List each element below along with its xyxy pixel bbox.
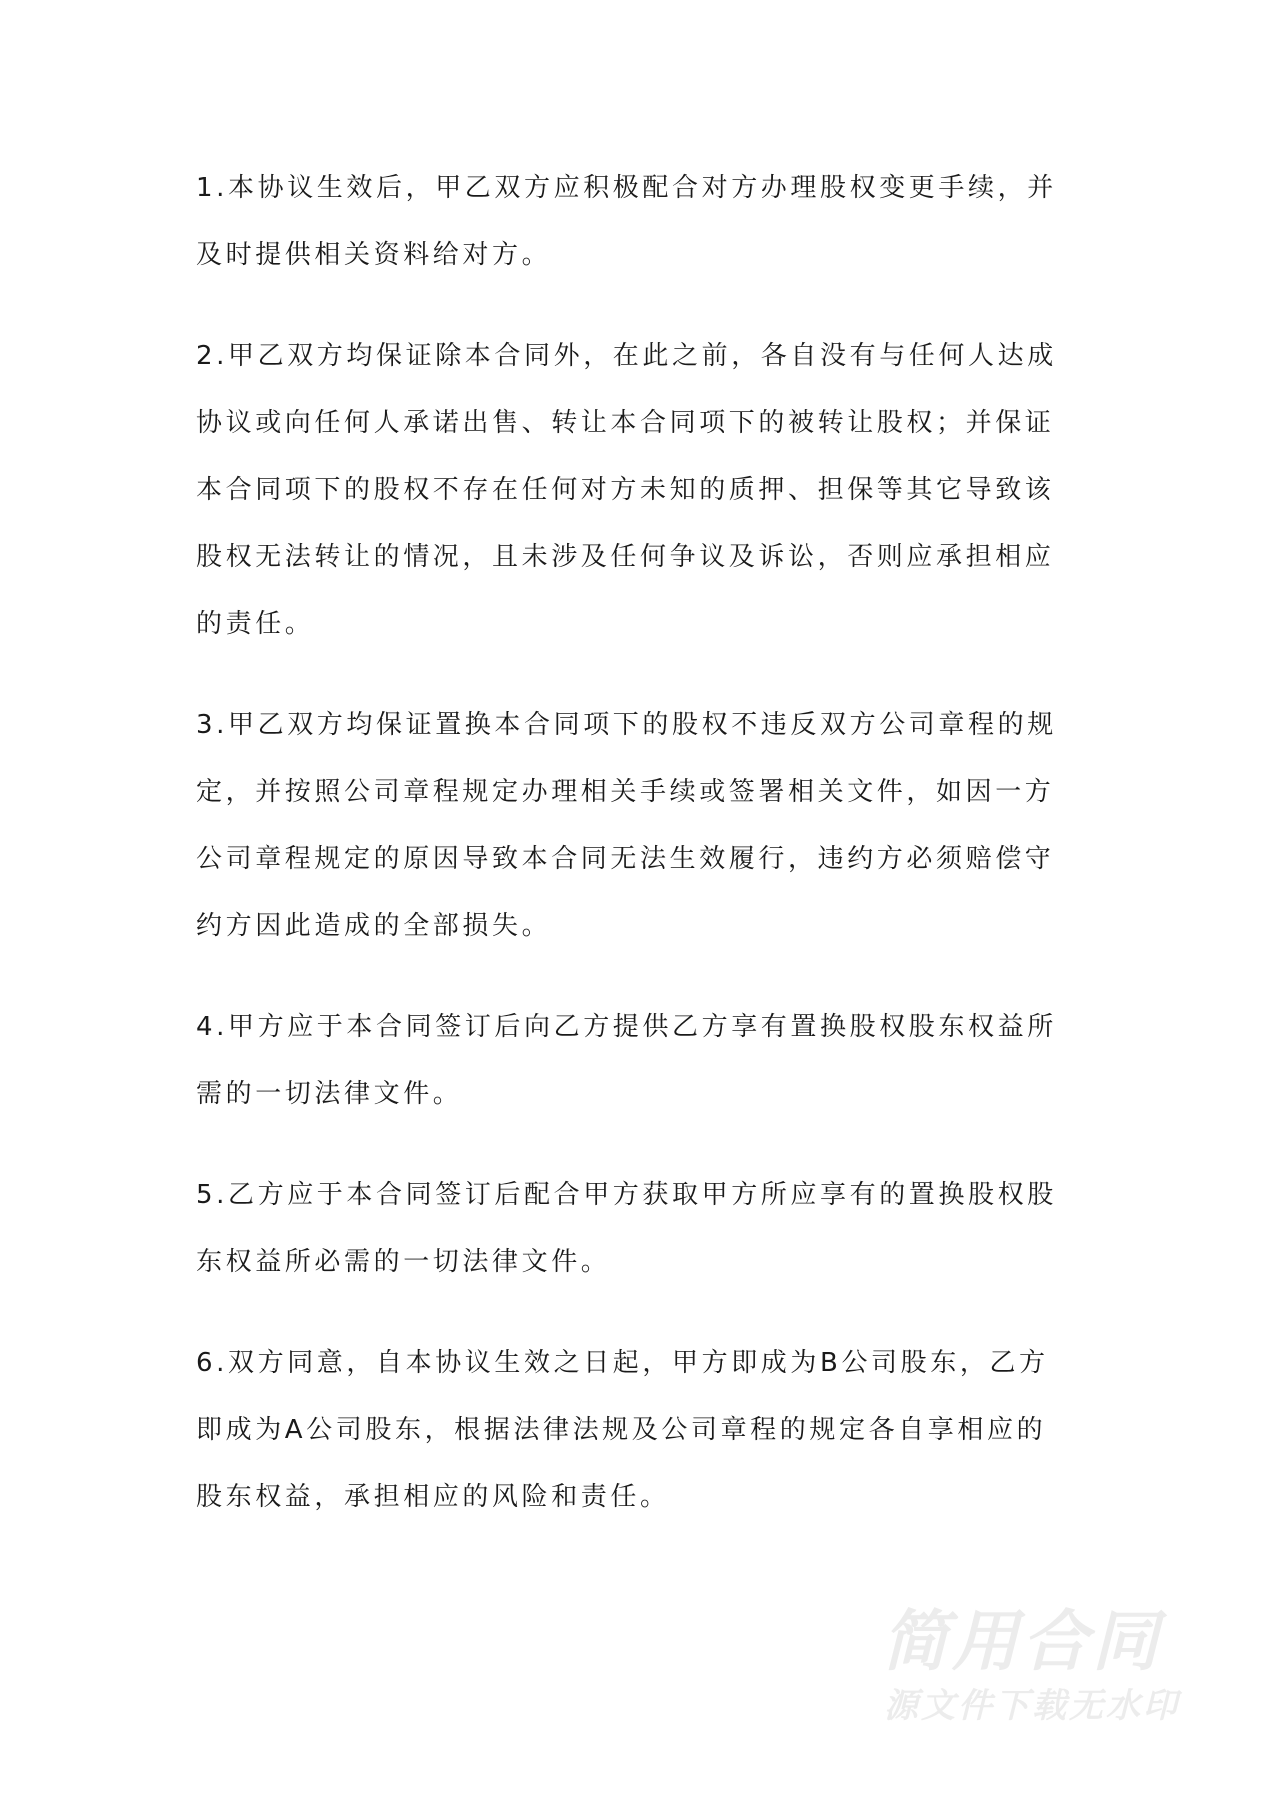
- clause-line: 约方因此造成的全部损失。: [196, 911, 552, 941]
- clause-paragraph: [196, 1173, 1096, 1307]
- clause-line: 及时提供相关资料给对方。: [196, 240, 552, 270]
- clause-paragraph: [196, 166, 1096, 300]
- clause-line: 本合同项下的股权不存在任何对方未知的质押、担保等其它导致该: [196, 475, 1055, 505]
- clause-line: 即成为A公司股东，根据法律法规及公司章程的规定各自享相应的: [196, 1415, 1047, 1445]
- watermark-subtitle: 源文件下载无水印: [884, 1686, 1180, 1726]
- clause-line: 3.甲乙双方均保证置换本合同项下的股权不违反双方公司章程的规: [196, 710, 1057, 740]
- clause-line: 公司章程规定的原因导致本合同无法生效履行，违约方必须赔偿守: [196, 844, 1055, 874]
- clause-line: 股权无法转让的情况，且未涉及任何争议及诉讼，否则应承担相应: [196, 542, 1055, 572]
- document-body: [196, 166, 1096, 1576]
- clause-line: 需的一切法律文件。: [196, 1079, 463, 1109]
- clause-line: 的责任。: [196, 609, 315, 639]
- clause-line: 2.甲乙双方均保证除本合同外，在此之前，各自没有与任何人达成: [196, 341, 1057, 371]
- clause-line: 6.双方同意，自本协议生效之日起，甲方即成为B公司股东，乙方: [196, 1348, 1049, 1378]
- clause-line: 4.甲方应于本合同签订后向乙方提供乙方享有置换股权股东权益所: [196, 1012, 1057, 1042]
- clause-line: 5.乙方应于本合同签订后配合甲方获取甲方所应享有的置换股权股: [196, 1180, 1057, 1210]
- watermark-title: 简用合同: [882, 1603, 1162, 1680]
- clause-line: 股东权益，承担相应的风险和责任。: [196, 1482, 670, 1512]
- clause-line: 东权益所必需的一切法律文件。: [196, 1247, 611, 1277]
- clause-line: 定，并按照公司章程规定办理相关手续或签署相关文件，如因一方: [196, 777, 1055, 807]
- clause-paragraph: [196, 1341, 1096, 1542]
- clause-line: 1.本协议生效后，甲乙双方应积极配合对方办理股权变更手续，并: [196, 173, 1057, 203]
- clause-paragraph: [196, 334, 1096, 669]
- clause-line: 协议或向任何人承诺出售、转让本合同项下的被转让股权；并保证: [196, 408, 1055, 438]
- clause-paragraph: [196, 1005, 1096, 1139]
- clause-paragraph: [196, 703, 1096, 971]
